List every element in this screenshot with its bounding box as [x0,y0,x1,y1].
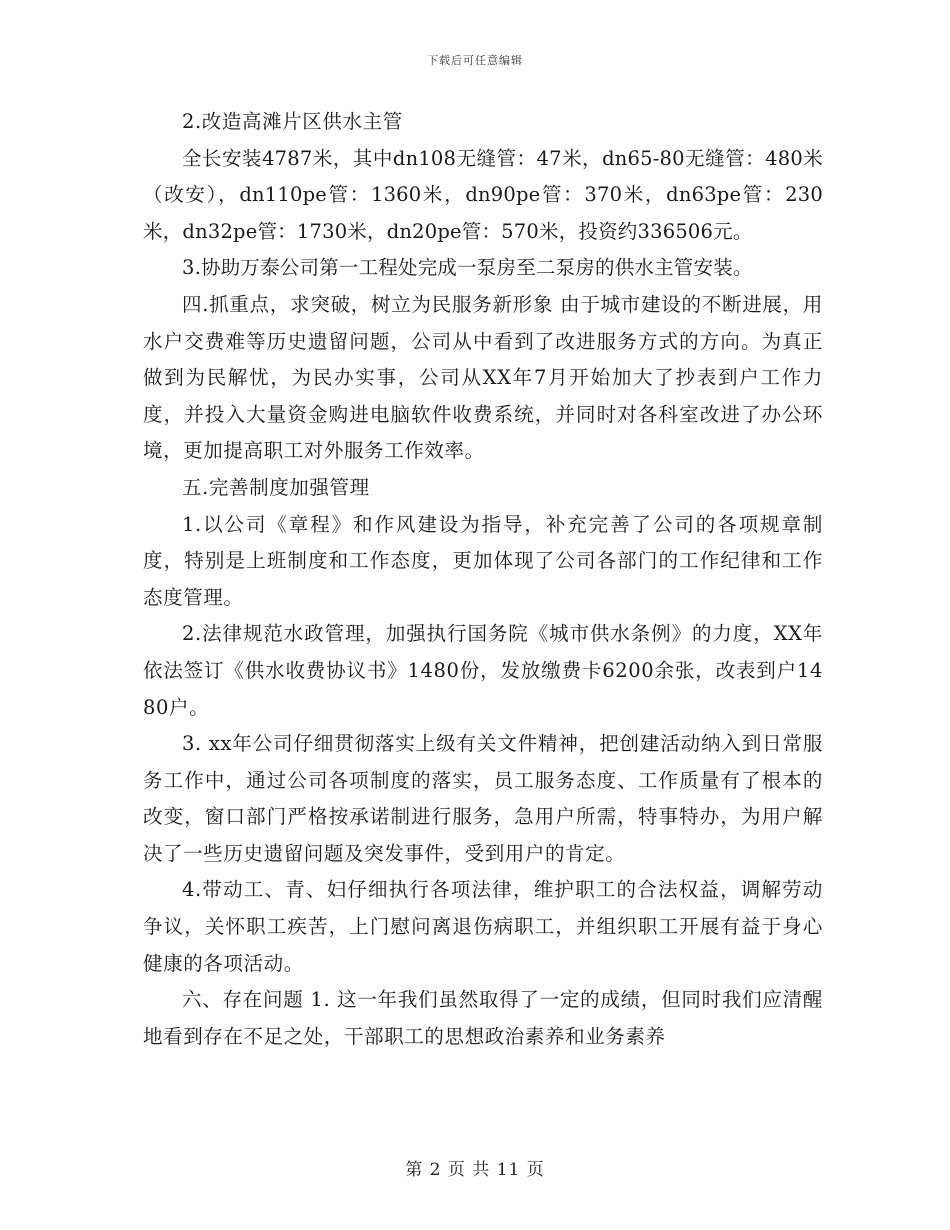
paragraph-section-4: 四.抓重点，求突破，树立为民服务新形象 由于城市建设的不断进展，用水户交费难等历史遗留问题，公司从中看到了改进服务方式的方向。为真正做到为民解忧，为民办实事，公司从XX年7月开始加大了抄表到户工作力度，并投入大量资金购进电脑软件收费系统，并同时对各科室改进了办公环境，更加提高职工对外服务工作效率。 [143,292,823,463]
paragraph-section-5-item-3: 3. xx年公司仔细贯彻落实上级有关文件精神，把创建活动纳入到日常服务工作中，通过公司各项制度的落实，员工服务态度、工作质量有了根本的改变，窗口部门严格按承诺制进行服务，急用户所需，特事特办，为用户解决了一些历史遗留问题及突发事件，受到用户的肯定。 [143,732,823,865]
paragraph-item-3: 3.协助万泰公司第一工程处完成一泵房至二泵房的供水主管安装。 [182,256,753,280]
paragraph-section-5-item-2: 2.法律规范水政管理，加强执行国务院《城市供水条例》的力度，XX年依法签订《供水收费协议书》1480份，发放缴费卡6200余张，改表到户1480户。 [143,622,823,719]
paragraph-section-5-item-4: 4.带动工、青、妇仔细执行各项法律，维护职工的合法权益，调解劳动争议，关怀职工疾苦，上门慰问离退伤病职工，并组织职工开展有益于身心健康的各项活动。 [143,878,823,975]
page-header: 下载后可任意编辑 [427,54,523,67]
paragraph-pipe-details: 全长安装4787米，其中dn108无缝管：47米，dn65-80无缝管：480米（改安），dn110pe管：1360米，dn90pe管：370米，dn63pe管：230米，dn32pe管：1730米，dn20pe管：570米，投资约336506元。 [143,146,823,243]
document-body [143,104,823,1055]
paragraph-section-5-item-1: 1.以公司《章程》和作风建设为指导，补充完善了公司的各项规章制度，特别是上班制度和工作态度，更加体现了公司各部门的工作纪律和工作态度管理。 [143,512,823,609]
paragraph-section-5-title: 五.完善制度加强管理 [182,475,370,499]
paragraph-item-2-title: 2.改造高滩片区供水主管 [182,110,403,133]
paragraph-section-6: 六、存在问题 1. 这一年我们虽然取得了一定的成绩，但同时我们应清醒地看到存在不足之处，干部职工的思想政治素养和业务素养 [143,988,823,1048]
page-footer: 第 2 页 共 11 页 [405,1160,545,1180]
